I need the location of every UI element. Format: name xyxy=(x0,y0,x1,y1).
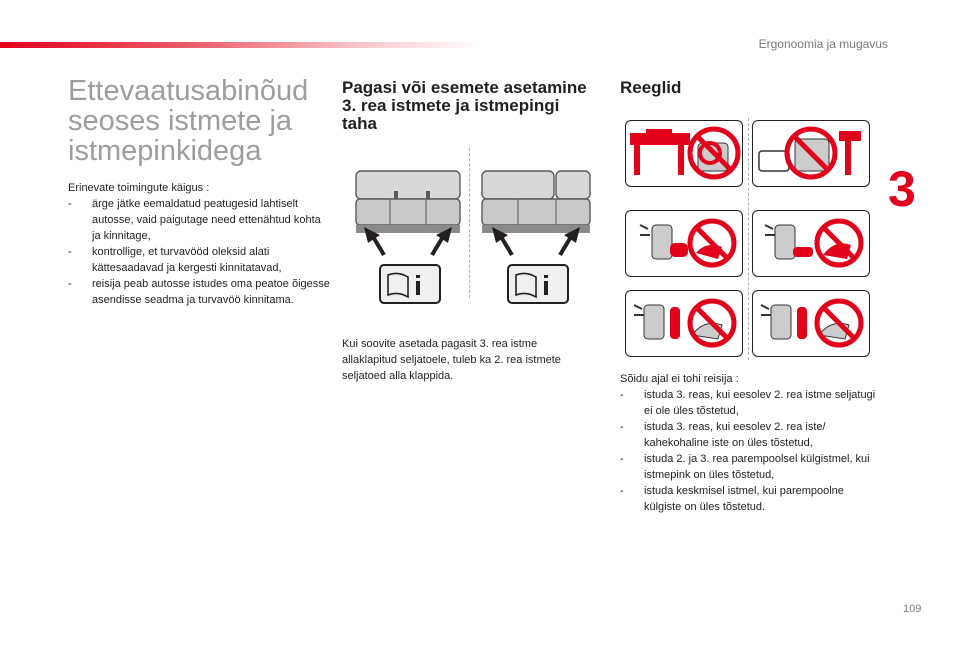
list-item: - istuda 3. reas, kui eesolev 2. rea istme seljatugi ei ole üles tõstetud, xyxy=(620,389,876,417)
page-number: 109 xyxy=(903,603,922,615)
list-item: - istuda 2. ja 3. rea parempoolsel külgistmel, kui istmepink on üles tõstetud, xyxy=(620,453,870,481)
list-item: - kontrollige, et turvavööd oleksid alati kättesaadavad ja kergesti kinnitatavad, xyxy=(68,246,282,274)
section-title-rules: Reeglid xyxy=(620,78,682,97)
header-accent-bar xyxy=(0,42,480,48)
pictogram-1 xyxy=(625,120,743,187)
pictogram-5 xyxy=(625,290,743,357)
prohibited-seat-icon xyxy=(626,121,742,186)
illustration-divider xyxy=(469,148,470,298)
precautions-text xyxy=(68,180,330,308)
seat-back-right-icon xyxy=(478,165,596,309)
list-item: - istuda keskmisel istmel, kui parempoolne külgiste on üles tõstetud. xyxy=(620,485,844,513)
section-title-luggage: Pagasi või esemete asetamine 3. rea istmete ja istmepingi taha xyxy=(342,78,587,133)
pictogram-6 xyxy=(752,290,870,357)
rules-intro: Sõidu ajal ei tohi reisija : xyxy=(620,373,739,385)
seat-back-left-icon xyxy=(350,165,468,309)
list-item: - reisija peab autosse istudes oma peatoe õigesse asendisse seadma ja turvavöö kinnitama. xyxy=(68,278,330,306)
section-title-precautions: Ettevaatusabinõud seoses istmete ja istmepinkidega xyxy=(68,75,309,167)
pictogram-3 xyxy=(625,210,743,277)
list-item: - ärge jätke eemaldatud peatugesid lahtiselt autosse, vaid paigutage need ettenähtud kohta ja kinnitage, xyxy=(68,198,321,242)
precautions-list xyxy=(68,196,330,308)
prohibited-seat-icon xyxy=(626,211,742,276)
prohibited-seat-icon xyxy=(753,211,869,276)
rules-list xyxy=(620,387,878,515)
list-item: - istuda 3. reas, kui eesolev 2. rea iste/ kahekohaline iste on üles tõstetud, xyxy=(620,421,826,449)
seat-back-right-illustration xyxy=(478,165,596,309)
rules-text xyxy=(620,371,878,515)
precautions-intro: Erinevate toimingute käigus : xyxy=(68,182,210,194)
pictogram-4 xyxy=(752,210,870,277)
prohibited-seat-icon xyxy=(753,291,869,356)
prohibited-seat-icon xyxy=(753,121,869,186)
luggage-text: Kui soovite asetada pagasit 3. rea istme allaklapitud seljatoele, tuleb ka 2. rea istmete seljatoed alla klappida. xyxy=(342,338,561,382)
seat-back-left-illustration xyxy=(350,165,468,309)
prohibited-seat-icon xyxy=(626,291,742,356)
chapter-number: 3 xyxy=(888,161,916,217)
pictogram-2 xyxy=(752,120,870,187)
chapter-title: Ergonoomia ja mugavus xyxy=(758,37,888,51)
pictogram-divider xyxy=(748,118,749,360)
